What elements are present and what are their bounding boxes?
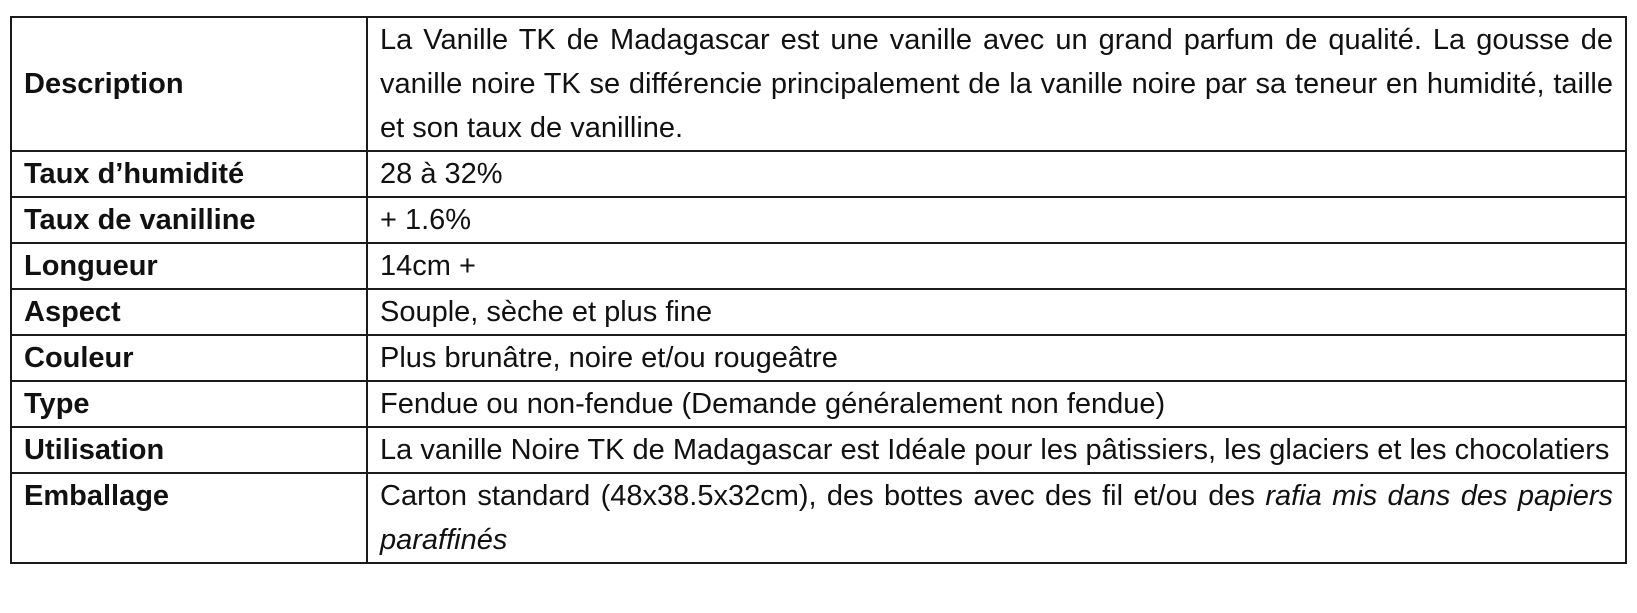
table-row-length xyxy=(11,243,1626,289)
row-label: Couleur xyxy=(11,335,367,381)
row-value xyxy=(367,473,1626,563)
row-label: Description xyxy=(11,17,367,151)
table-row-vanillin xyxy=(11,197,1626,243)
row-value: 14cm + xyxy=(367,243,1626,289)
row-value: Fendue ou non-fendue (Demande généralement non fendue) xyxy=(367,381,1626,427)
row-value: Plus brunâtre, noire et/ou rougeâtre xyxy=(367,335,1626,381)
table-row-description xyxy=(11,17,1626,151)
row-value: 28 à 32% xyxy=(367,151,1626,197)
row-label: Longueur xyxy=(11,243,367,289)
row-label: Taux d’humidité xyxy=(11,151,367,197)
packaging-italic-text: rafia mis dans des papiers paraffinés xyxy=(380,480,1613,556)
row-label: Emballage xyxy=(11,473,367,563)
table-row-aspect xyxy=(11,289,1626,335)
table-row-usage xyxy=(11,427,1626,473)
packaging-text: Carton standard (48x38.5x32cm), des bottes avec des fil et/ou des xyxy=(380,480,1266,512)
row-label: Taux de vanilline xyxy=(11,197,367,243)
table-row-color xyxy=(11,335,1626,381)
row-value: La Vanille TK de Madagascar est une vanille avec un grand parfum de qualité. La gousse de vanille noire TK se différencie principalement de la vanille noire par sa teneur en humidité, taille et son taux de vanilline. xyxy=(367,17,1626,151)
row-label: Type xyxy=(11,381,367,427)
row-value: Souple, sèche et plus fine xyxy=(367,289,1626,335)
row-label: Utilisation xyxy=(11,427,367,473)
product-spec-table xyxy=(10,16,1627,564)
row-value: La vanille Noire TK de Madagascar est Idéale pour les pâtissiers, les glaciers et les chocolatiers xyxy=(367,427,1626,473)
row-value: + 1.6% xyxy=(367,197,1626,243)
row-label: Aspect xyxy=(11,289,367,335)
table-row-humidity xyxy=(11,151,1626,197)
table-row-packaging xyxy=(11,473,1626,563)
table-row-type xyxy=(11,381,1626,427)
